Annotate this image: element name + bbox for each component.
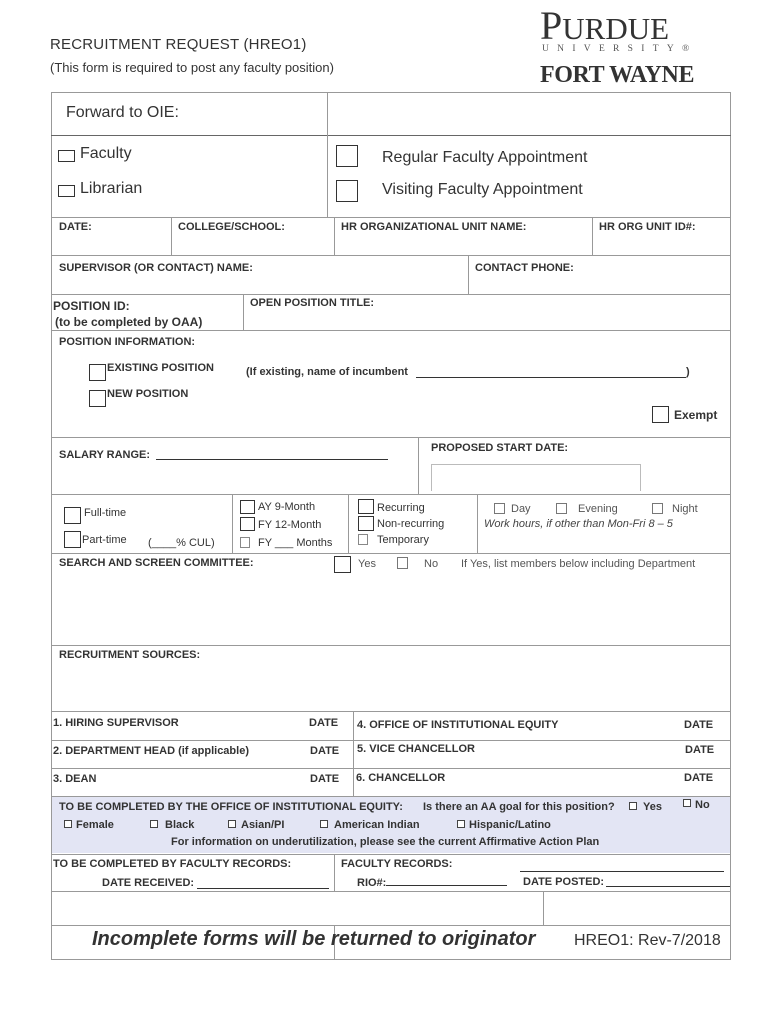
- divider: [51, 645, 731, 646]
- divider: [51, 330, 731, 331]
- position-id-label: POSITION ID:: [53, 299, 130, 313]
- hispanic-latino-label: Hispanic/Latino: [469, 819, 551, 831]
- forward-to-oie-label: Forward to OIE:: [66, 104, 179, 121]
- fulltime-label: Full-time: [84, 507, 127, 519]
- aa-goal-no-label: No: [695, 799, 710, 811]
- female-checkbox[interactable]: [64, 820, 72, 828]
- divider: [51, 437, 731, 438]
- black-checkbox[interactable]: [150, 820, 158, 828]
- form-revision: HREO1: Rev-7/2018: [574, 932, 721, 949]
- divider: [51, 135, 731, 136]
- incomplete-forms-notice: Incomplete forms will be returned to originator: [92, 928, 536, 950]
- fy-12month-label: FY 12-Month: [258, 519, 322, 531]
- asian-pi-label: Asian/PI: [241, 819, 285, 831]
- chancellor-date-label: DATE: [684, 772, 714, 784]
- new-position-checkbox[interactable]: [89, 390, 106, 407]
- college-field-label: COLLEGE/SCHOOL:: [178, 221, 285, 233]
- librarian-checkbox[interactable]: [58, 185, 75, 197]
- night-label: Night: [672, 503, 698, 515]
- divider: [51, 891, 731, 892]
- librarian-label: Librarian: [80, 180, 143, 197]
- recurring-checkbox[interactable]: [358, 499, 374, 514]
- divider: [334, 854, 335, 891]
- exempt-checkbox[interactable]: [652, 406, 669, 423]
- oie-signature-label: 4. OFFICE OF INSTITUTIONAL EQUITY: [357, 719, 559, 731]
- committee-yes-checkbox[interactable]: [334, 556, 351, 573]
- incumbent-name-line[interactable]: [416, 377, 686, 378]
- dean-label: 3. DEAN: [53, 773, 97, 785]
- hr-unit-id-label: HR ORG UNIT ID#:: [599, 221, 696, 233]
- visiting-appointment-checkbox[interactable]: [336, 180, 358, 202]
- fulltime-checkbox[interactable]: [64, 507, 81, 524]
- aa-goal-yes-label: Yes: [643, 801, 662, 813]
- asian-pi-checkbox[interactable]: [228, 820, 236, 828]
- divider: [51, 711, 731, 712]
- recruitment-sources-label: RECRUITMENT SOURCES:: [59, 649, 201, 661]
- divider: [51, 925, 731, 926]
- existing-position-label: EXISTING POSITION: [107, 362, 214, 374]
- open-position-title-label: OPEN POSITION TITLE:: [250, 297, 375, 309]
- exempt-label: Exempt: [674, 408, 718, 422]
- divider: [353, 711, 354, 796]
- divider: [51, 553, 731, 554]
- regular-appointment-label: Regular Faculty Appointment: [382, 149, 588, 166]
- hiring-supervisor-date-label: DATE: [309, 717, 339, 729]
- incumbent-label: (If existing, name of incumbent: [246, 366, 408, 378]
- vice-chancellor-date-label: DATE: [685, 744, 715, 756]
- rio-label: RIO#:: [357, 877, 387, 889]
- position-information-label: POSITION INFORMATION:: [59, 336, 196, 348]
- divider: [51, 768, 731, 769]
- new-position-label: NEW POSITION: [107, 388, 189, 400]
- temporary-checkbox[interactable]: [358, 534, 368, 545]
- chancellor-label: 6. CHANCELLOR: [356, 772, 446, 784]
- date-field-label: DATE:: [59, 221, 92, 233]
- logo-university-text: UNIVERSITY®: [542, 44, 698, 54]
- regular-appointment-checkbox[interactable]: [336, 145, 358, 167]
- fy-12month-checkbox[interactable]: [240, 517, 255, 531]
- date-posted-label: DATE POSTED:: [523, 876, 605, 888]
- oie-date-label: DATE: [684, 719, 714, 731]
- form-title: RECRUITMENT REQUEST (HREO1): [50, 36, 307, 53]
- divider: [334, 217, 335, 255]
- american-indian-label: American Indian: [334, 819, 420, 831]
- purdue-logo: PURDUE: [540, 3, 670, 48]
- faculty-records-left-label: TO BE COMPLETED BY FACULTY RECORDS:: [53, 858, 292, 870]
- cul-percent-label: (____% CUL): [148, 537, 215, 549]
- committee-no-checkbox[interactable]: [397, 557, 408, 569]
- divider: [51, 854, 731, 855]
- parttime-checkbox[interactable]: [64, 531, 81, 548]
- american-indian-checkbox[interactable]: [320, 820, 328, 828]
- underutilization-note: For information on underutilization, please see the current Affirmative Action Plan: [171, 836, 600, 848]
- aa-goal-no-checkbox[interactable]: [683, 799, 691, 807]
- fy-months-checkbox[interactable]: [240, 537, 250, 548]
- divider: [348, 494, 349, 553]
- night-checkbox[interactable]: [652, 503, 663, 514]
- divider: [51, 255, 731, 256]
- divider: [51, 217, 731, 218]
- salary-range-line[interactable]: [156, 459, 388, 460]
- proposed-start-date-label: PROPOSED START DATE:: [431, 442, 569, 454]
- incumbent-close-paren: ): [686, 366, 690, 378]
- day-checkbox[interactable]: [494, 503, 505, 514]
- faculty-checkbox[interactable]: [58, 150, 75, 162]
- date-received-label: DATE RECEIVED:: [102, 877, 195, 889]
- supervisor-name-label: SUPERVISOR (OR CONTACT) NAME:: [59, 262, 253, 274]
- vice-chancellor-label: 5. VICE CHANCELLOR: [357, 743, 475, 755]
- temporary-label: Temporary: [377, 534, 429, 546]
- ay-9month-label: AY 9-Month: [258, 501, 316, 513]
- divider: [592, 217, 593, 255]
- committee-note: If Yes, list members below including Department: [461, 558, 696, 570]
- aa-goal-yes-checkbox[interactable]: [629, 802, 637, 810]
- parttime-label: Part-time: [82, 534, 127, 546]
- position-id-note: (to be completed by OAA): [55, 315, 203, 329]
- aa-goal-question: Is there an AA goal for this position?: [423, 801, 615, 813]
- divider: [327, 92, 328, 217]
- work-hours-note: Work hours, if other than Mon-Fri 8 – 5: [484, 518, 673, 530]
- form-subtitle: (This form is required to post any faculty position): [50, 60, 334, 75]
- evening-label: Evening: [578, 503, 618, 515]
- divider: [51, 494, 731, 495]
- date-received-line[interactable]: [197, 888, 329, 889]
- dept-head-label: 2. DEPARTMENT HEAD (if applicable): [53, 745, 249, 757]
- divider: [51, 294, 731, 295]
- fy-months-label: FY ___ Months: [258, 537, 333, 549]
- logo-fort-wayne: FORT WAYNE: [540, 62, 695, 88]
- date-posted-line[interactable]: [606, 886, 730, 887]
- search-committee-label: SEARCH AND SCREEN COMMITTEE:: [59, 557, 254, 569]
- recurring-label: Recurring: [377, 502, 425, 514]
- committee-no-label: No: [424, 558, 439, 570]
- start-date-field[interactable]: [431, 464, 641, 491]
- ay-9month-checkbox[interactable]: [240, 500, 255, 514]
- equity-prompt: TO BE COMPLETED BY THE OFFICE OF INSTITUTIONAL EQUITY:: [59, 801, 403, 813]
- committee-yes-label: Yes: [358, 558, 376, 570]
- nonrecurring-label: Non-recurring: [377, 518, 445, 530]
- dept-head-date-label: DATE: [310, 745, 340, 757]
- day-label: Day: [511, 503, 531, 515]
- evening-checkbox[interactable]: [556, 503, 567, 514]
- contact-phone-label: CONTACT PHONE:: [475, 262, 574, 274]
- female-label: Female: [76, 819, 114, 831]
- dean-date-label: DATE: [310, 773, 340, 785]
- hr-unit-name-label: HR ORGANIZATIONAL UNIT NAME:: [341, 221, 527, 233]
- faculty-label: Faculty: [80, 145, 132, 162]
- divider: [51, 740, 731, 741]
- black-label: Black: [165, 819, 195, 831]
- rio-number-line[interactable]: [386, 885, 507, 886]
- visiting-appointment-label: Visiting Faculty Appointment: [382, 181, 583, 198]
- divider: [477, 494, 478, 553]
- divider: [232, 494, 233, 553]
- salary-range-label: SALARY RANGE:: [59, 449, 151, 461]
- faculty-records-line[interactable]: [520, 871, 724, 872]
- divider: [468, 255, 469, 294]
- divider: [418, 437, 419, 494]
- divider: [243, 294, 244, 330]
- divider: [171, 217, 172, 255]
- hispanic-latino-checkbox[interactable]: [457, 820, 465, 828]
- existing-position-checkbox[interactable]: [89, 364, 106, 381]
- hiring-supervisor-label: 1. HIRING SUPERVISOR: [53, 717, 179, 729]
- divider: [543, 891, 544, 925]
- nonrecurring-checkbox[interactable]: [358, 516, 374, 531]
- faculty-records-right-label: FACULTY RECORDS:: [341, 858, 453, 870]
